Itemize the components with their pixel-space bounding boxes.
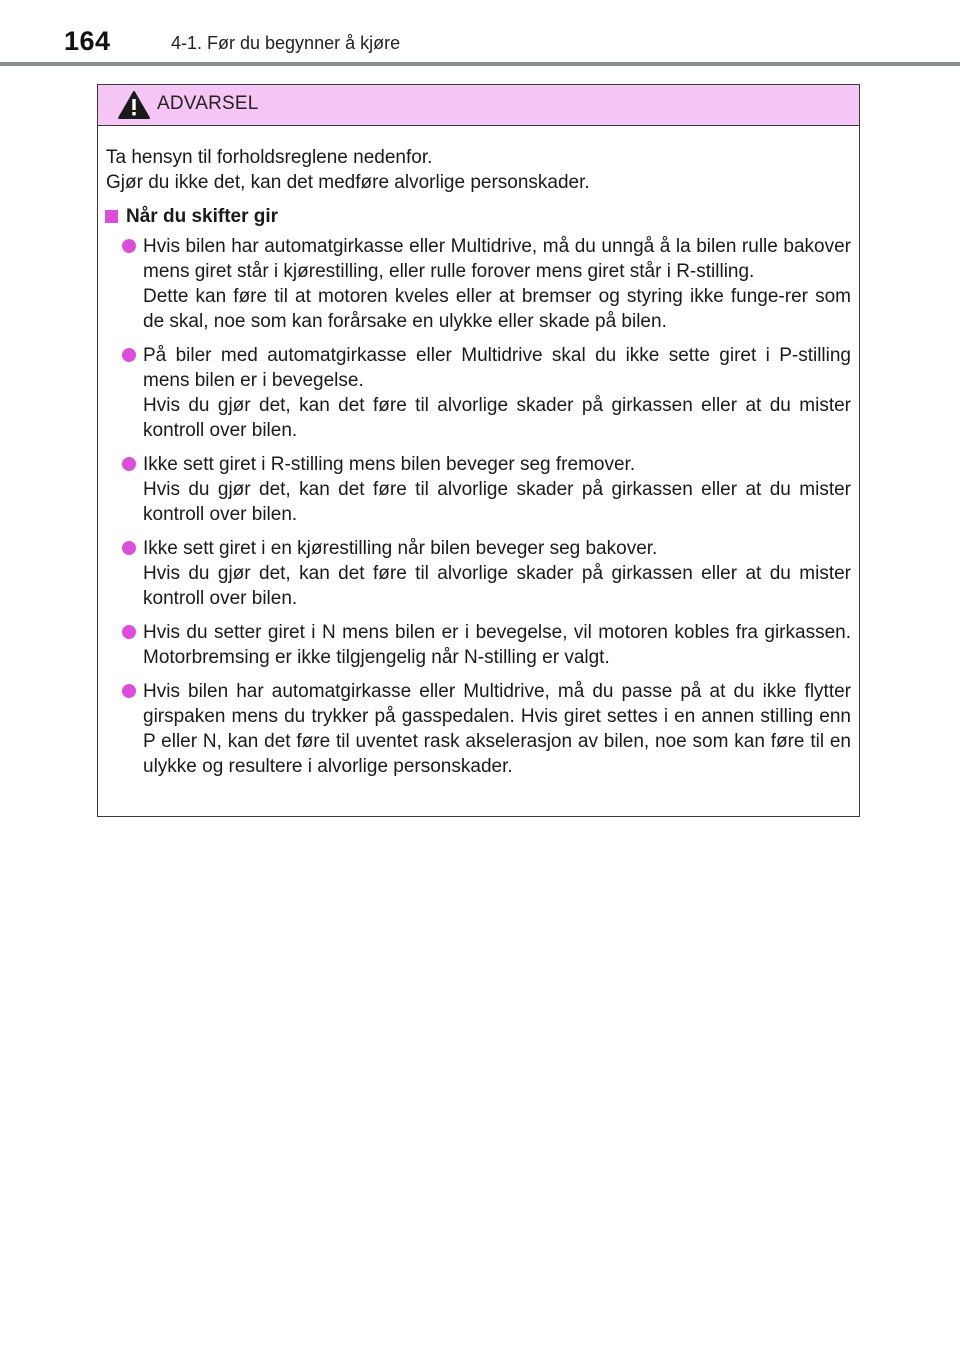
item-paragraph: Dette kan føre til at motoren kveles eller at bremser og styring ikke funge-rer som de skal, noe som kan forårsake en ulykke eller skade på bilen. — [143, 286, 851, 332]
subheading-text: Når du skifter gir — [126, 206, 279, 227]
item-paragraph: Hvis du gjør det, kan det føre til alvorlige skader på girkassen eller at du mister kontroll over bilen. — [143, 563, 851, 609]
dot-bullet-icon — [122, 348, 136, 362]
list-item — [106, 452, 851, 527]
warning-header — [98, 85, 859, 126]
list-item — [106, 536, 851, 611]
dot-bullet-icon — [122, 625, 136, 639]
item-paragraph: På biler med automatgirkasse eller Multidrive skal du ikke sette giret i P-stilling mens bilen er i bevegelse. — [143, 345, 851, 391]
warning-box — [97, 84, 860, 817]
intro-line: Ta hensyn til forholdsreglene nedenfor. — [106, 147, 433, 168]
item-paragraph: Hvis bilen har automatgirkasse eller Multidrive, må du unngå å la bilen rulle bakover mens giret står i kjørestilling, eller rulle forover mens giret står i R-stilling. — [143, 236, 851, 282]
page-header — [0, 0, 960, 66]
page-number: 164 — [64, 26, 111, 56]
warning-triangle-icon — [117, 90, 151, 120]
item-paragraph: Hvis du gjør det, kan det føre til alvorlige skader på girkassen eller at du mister kontroll over bilen. — [143, 395, 851, 441]
dot-bullet-icon — [122, 684, 136, 698]
header-divider — [0, 62, 960, 66]
dot-bullet-icon — [122, 541, 136, 555]
dot-bullet-icon — [122, 239, 136, 253]
section-title: 4-1. Før du begynner å kjøre — [171, 33, 401, 53]
list-item — [106, 679, 851, 779]
item-paragraph: Ikke sett giret i en kjørestilling når bilen beveger seg bakover. — [143, 538, 658, 559]
warning-intro — [106, 145, 851, 195]
item-paragraph: Ikke sett giret i R-stilling mens bilen beveger seg fremover. — [143, 454, 636, 475]
warning-list — [106, 234, 851, 779]
item-paragraph: Hvis du gjør det, kan det føre til alvorlige skader på girkassen eller at du mister kontroll over bilen. — [143, 479, 851, 525]
dot-bullet-icon — [122, 457, 136, 471]
item-paragraph: Hvis bilen har automatgirkasse eller Multidrive, må du passe på at du ikke flytter girspaken mens du trykker på gasspedalen. Hvis giret settes i en annen stilling enn P eller N, kan det føre til uventet rask akselerasjon av bilen, noe som kan føre til en ulykke og resultere i alvorlige personskader. — [143, 681, 851, 777]
warning-body — [98, 126, 859, 779]
square-bullet-icon — [105, 210, 118, 223]
intro-line: Gjør du ikke det, kan det medføre alvorlige personskader. — [106, 172, 590, 193]
warning-title: ADVARSEL — [157, 93, 259, 114]
item-paragraph: Hvis du setter giret i N mens bilen er i bevegelse, vil motoren kobles fra girkassen. Motorbremsing er ikke tilgjengelig når N-stilling er valgt. — [143, 622, 851, 668]
list-item — [106, 620, 851, 670]
list-item — [106, 343, 851, 443]
list-item — [106, 234, 851, 334]
subheading — [105, 204, 851, 229]
